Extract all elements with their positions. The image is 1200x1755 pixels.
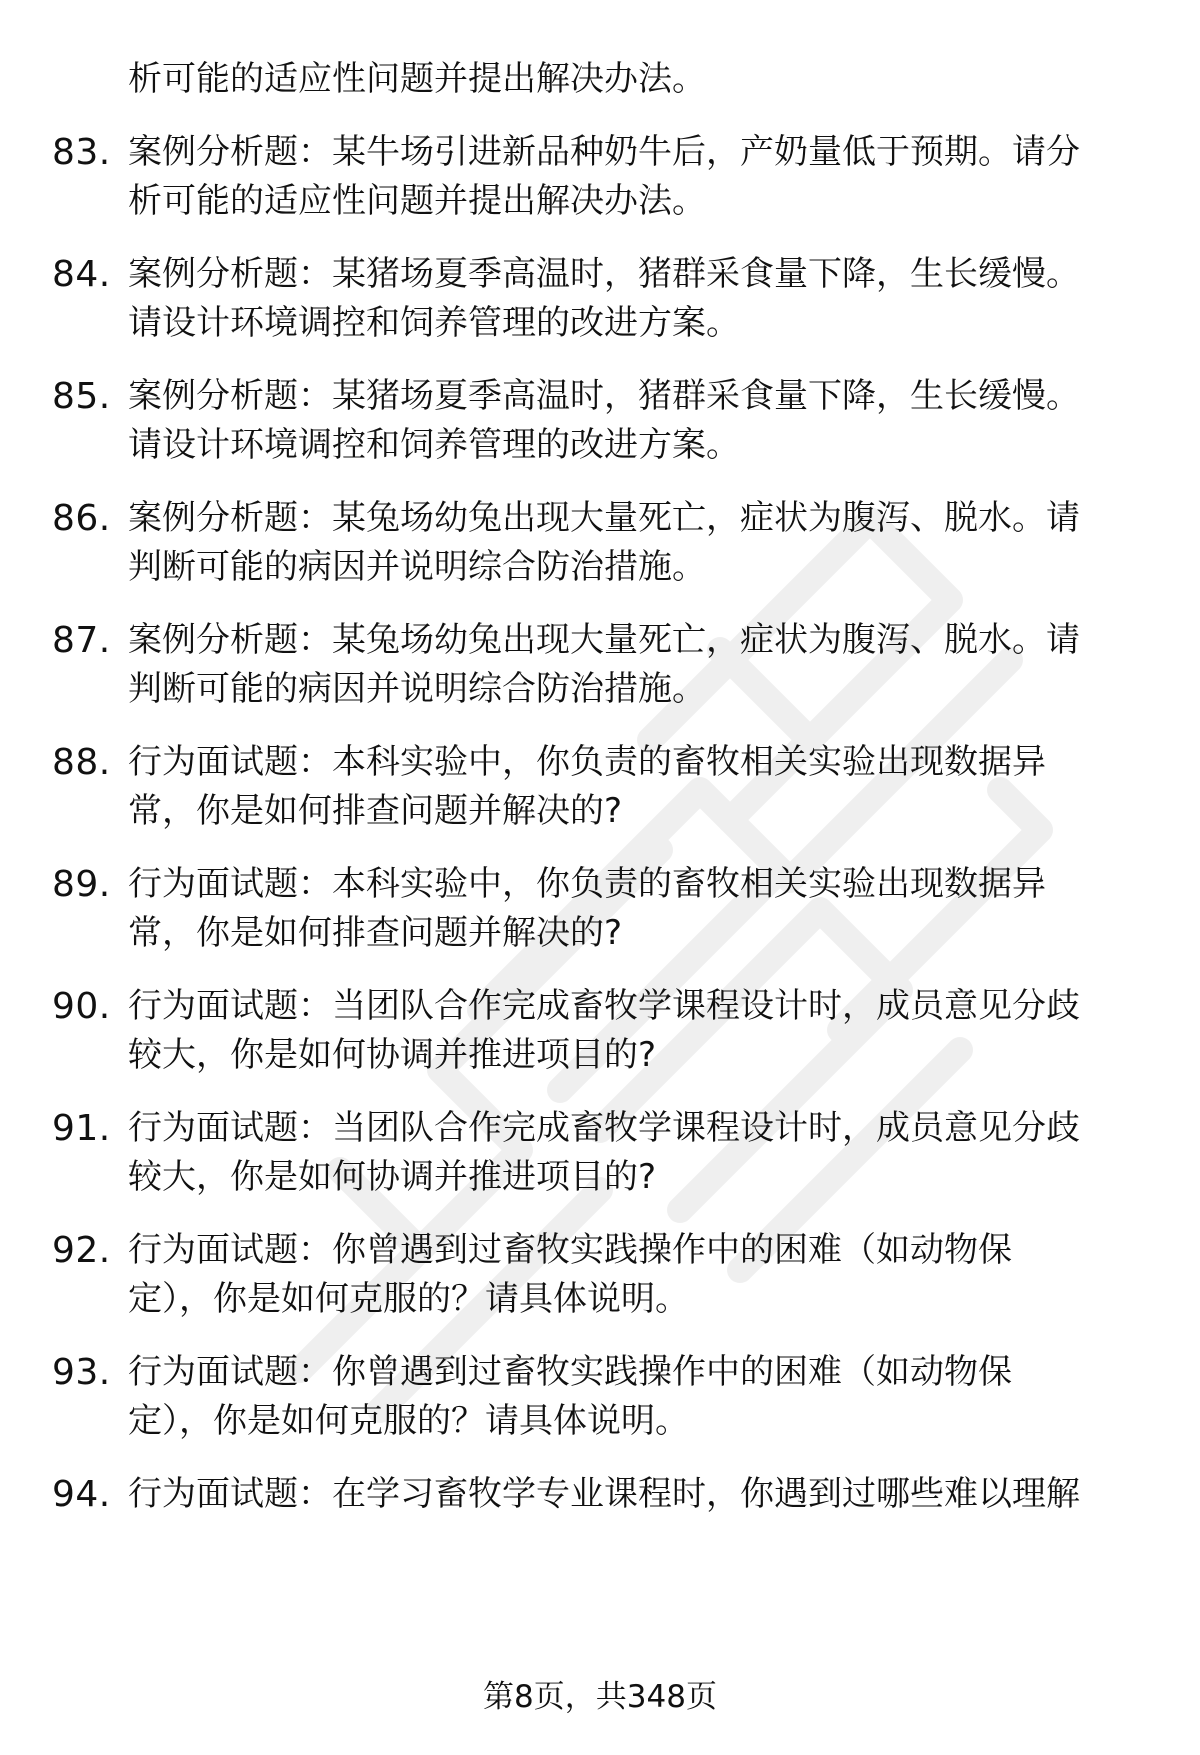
question-line: 行为面试题：本科实验中，你负责的畜牧相关实验出现数据异: [128, 864, 1046, 904]
question-number: 91.: [52, 1108, 111, 1149]
question-item-86: [0, 494, 1200, 592]
question-number: 92.: [52, 1230, 111, 1271]
question-text: [128, 1470, 1138, 1519]
question-item-93: [0, 1348, 1200, 1446]
question-line: 较大，你是如何协调并推进项目的?: [128, 1035, 657, 1075]
question-item-84: [0, 250, 1200, 348]
question-number: 90.: [52, 986, 111, 1027]
question-number: 94.: [52, 1474, 111, 1515]
question-number: 83.: [52, 132, 111, 173]
question-line: 案例分析题：某牛场引进新品种奶牛后，产奶量低于预期。请分: [128, 132, 1080, 172]
question-line: 较大，你是如何协调并推进项目的?: [128, 1157, 657, 1197]
question-item-94: [0, 1470, 1200, 1519]
question-number: 89.: [52, 864, 111, 905]
question-text: [128, 372, 1138, 470]
question-line: 案例分析题：某猪场夏季高温时，猪群采食量下降，生长缓慢。: [128, 254, 1080, 294]
question-text: [128, 1226, 1138, 1324]
page-footer: [0, 1675, 1200, 1719]
list-item-continuation: [0, 55, 1200, 104]
question-text: [128, 738, 1138, 836]
item-line: 析可能的适应性问题并提出解决办法。: [128, 59, 706, 99]
question-line: 行为面试题：当团队合作完成畜牧学课程设计时，成员意见分歧: [128, 1108, 1080, 1148]
question-text: [128, 250, 1138, 348]
question-item-91: [0, 1104, 1200, 1202]
question-line: 请设计环境调控和饲养管理的改进方案。: [128, 303, 740, 343]
question-text: [128, 616, 1138, 714]
question-number: 85.: [52, 376, 111, 417]
question-line: 请设计环境调控和饲养管理的改进方案。: [128, 425, 740, 465]
question-item-89: [0, 860, 1200, 958]
question-item-90: [0, 982, 1200, 1080]
question-list: [0, 55, 1200, 1543]
question-line: 常，你是如何排查问题并解决的?: [128, 791, 623, 831]
question-line: 行为面试题：你曾遇到过畜牧实践操作中的困难（如动物保: [128, 1352, 1012, 1392]
question-line: 判断可能的病因并说明综合防治措施。: [128, 669, 706, 709]
question-text: [128, 1348, 1138, 1446]
item-text: [128, 55, 1138, 104]
question-item-83: [0, 128, 1200, 226]
question-line: 常，你是如何排查问题并解决的?: [128, 913, 623, 953]
question-number: 84.: [52, 254, 111, 295]
question-text: [128, 494, 1138, 592]
question-line: 析可能的适应性问题并提出解决办法。: [128, 181, 706, 221]
question-item-87: [0, 616, 1200, 714]
question-text: [128, 1104, 1138, 1202]
question-line: 行为面试题：当团队合作完成畜牧学课程设计时，成员意见分歧: [128, 986, 1080, 1026]
question-text: [128, 982, 1138, 1080]
question-line: 行为面试题：本科实验中，你负责的畜牧相关实验出现数据异: [128, 742, 1046, 782]
question-line: 行为面试题：你曾遇到过畜牧实践操作中的困难（如动物保: [128, 1230, 1012, 1270]
question-item-88: [0, 738, 1200, 836]
question-line: 案例分析题：某兔场幼兔出现大量死亡，症状为腹泻、脱水。请: [128, 620, 1080, 660]
question-number: 87.: [52, 620, 111, 661]
question-line: 案例分析题：某兔场幼兔出现大量死亡，症状为腹泻、脱水。请: [128, 498, 1080, 538]
question-line: 案例分析题：某猪场夏季高温时，猪群采食量下降，生长缓慢。: [128, 376, 1080, 416]
question-line: 判断可能的病因并说明综合防治措施。: [128, 547, 706, 587]
question-item-85: [0, 372, 1200, 470]
question-number: 88.: [52, 742, 111, 783]
question-line: 定），你是如何克服的？请具体说明。: [128, 1279, 689, 1319]
question-line: 行为面试题：在学习畜牧学专业课程时，你遇到过哪些难以理解: [128, 1474, 1080, 1514]
question-line: 定），你是如何克服的？请具体说明。: [128, 1401, 689, 1441]
question-number: 86.: [52, 498, 111, 539]
question-item-92: [0, 1226, 1200, 1324]
question-text: [128, 860, 1138, 958]
question-text: [128, 128, 1138, 226]
page-number-label: 第8页，共348页: [483, 1679, 717, 1715]
question-number: 93.: [52, 1352, 111, 1393]
